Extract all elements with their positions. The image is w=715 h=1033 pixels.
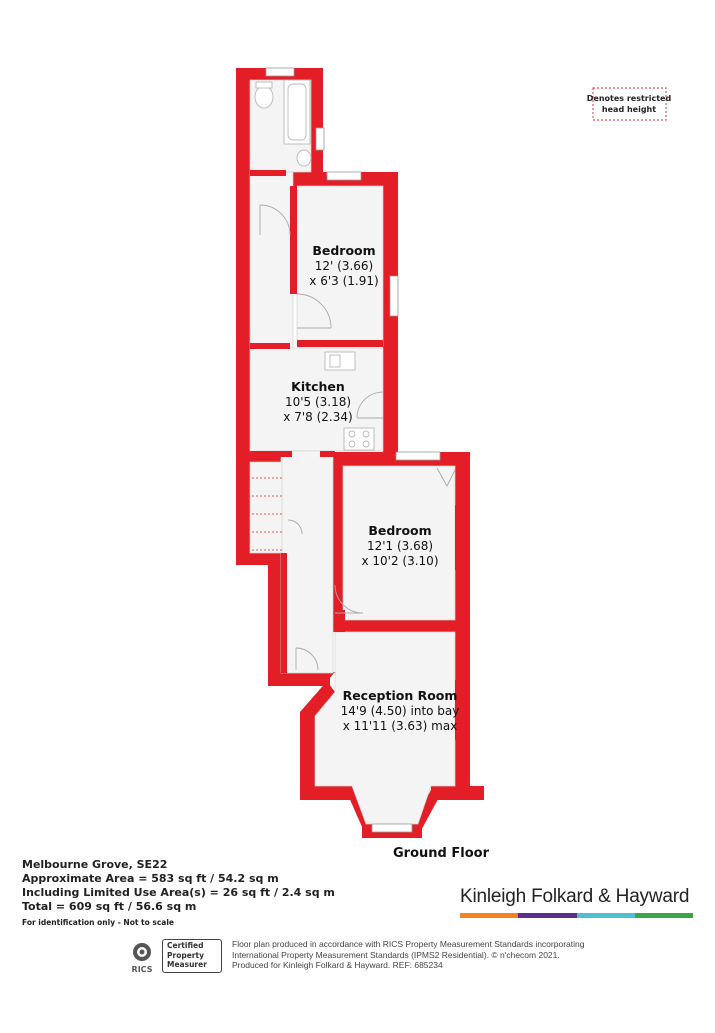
brand-bar-segment (577, 913, 635, 918)
disclaimer-line: Produced for Kinleigh Folkard & Hayward. REF: 685234 (232, 960, 443, 970)
rics-logo-icon (125, 940, 159, 974)
rics-logo-text: RICS (131, 965, 153, 974)
room-label-reception (341, 688, 460, 733)
badge-line: Measurer (167, 960, 207, 969)
room-dimension: x 10'2 (3.10) (361, 554, 439, 568)
disclaimer-line: International Property Measurement Standards (IPMS2 Residential). © n'checom 2021. (232, 949, 560, 960)
brand-bar-segment (518, 913, 576, 918)
approximate-area: Approximate Area = 583 sq ft / 54.2 sq m (22, 872, 279, 885)
floor-label: Ground Floor (393, 846, 489, 861)
legend-box (593, 88, 666, 120)
certified-measurer-badge (162, 939, 222, 973)
legend-line1: Denotes restricted (586, 94, 672, 103)
total-area: Total = 609 sq ft / 56.6 sq m (22, 900, 197, 913)
room-label-bedroom-middle (361, 523, 438, 568)
toilet (255, 86, 273, 108)
property-address: Melbourne Grove, SE22 (22, 858, 168, 871)
room-dimension: x 7'8 (2.34) (283, 410, 353, 424)
basin (297, 150, 311, 166)
room-label-kitchen (283, 379, 352, 424)
disclaimer (232, 939, 602, 971)
legend-line2: head height (601, 105, 657, 114)
room-dimension: x 6'3 (1.91) (309, 274, 379, 288)
brand-bar-segment (460, 913, 518, 918)
room-name: Reception Room (342, 688, 458, 703)
hob (344, 428, 374, 450)
badge-line: Property (167, 950, 204, 960)
identification-note: For identification only - Not to scale (22, 918, 175, 927)
room-label-bedroom-rear (309, 243, 378, 288)
room-dimension: 14'9 (4.50) into bay (340, 704, 460, 718)
room-name: Bedroom (368, 523, 432, 538)
room-dimension: x 11'11 (3.63) max (342, 719, 458, 733)
room-dimension: 10'5 (3.18) (284, 395, 352, 409)
brand-color-bar (460, 913, 693, 918)
legend (587, 88, 672, 120)
property-info (22, 858, 335, 930)
agent-logo-text: Kinleigh Folkard & Hayward (460, 886, 690, 907)
agent-branding (460, 886, 693, 918)
badge-line: Certified (167, 941, 204, 950)
disclaimer-line: Floor plan produced in accordance with RICS Property Measurement Standards incorporating (232, 939, 585, 949)
room-dimension: 12' (3.66) (314, 259, 374, 273)
room-name: Bedroom (312, 243, 376, 258)
brand-bar-segment (635, 913, 693, 918)
room-name: Kitchen (291, 379, 345, 394)
limited-use-area: Including Limited Use Area(s) = 26 sq ft / 2.4 sq m (22, 886, 335, 899)
room-dimension: 12'1 (3.68) (366, 539, 434, 553)
